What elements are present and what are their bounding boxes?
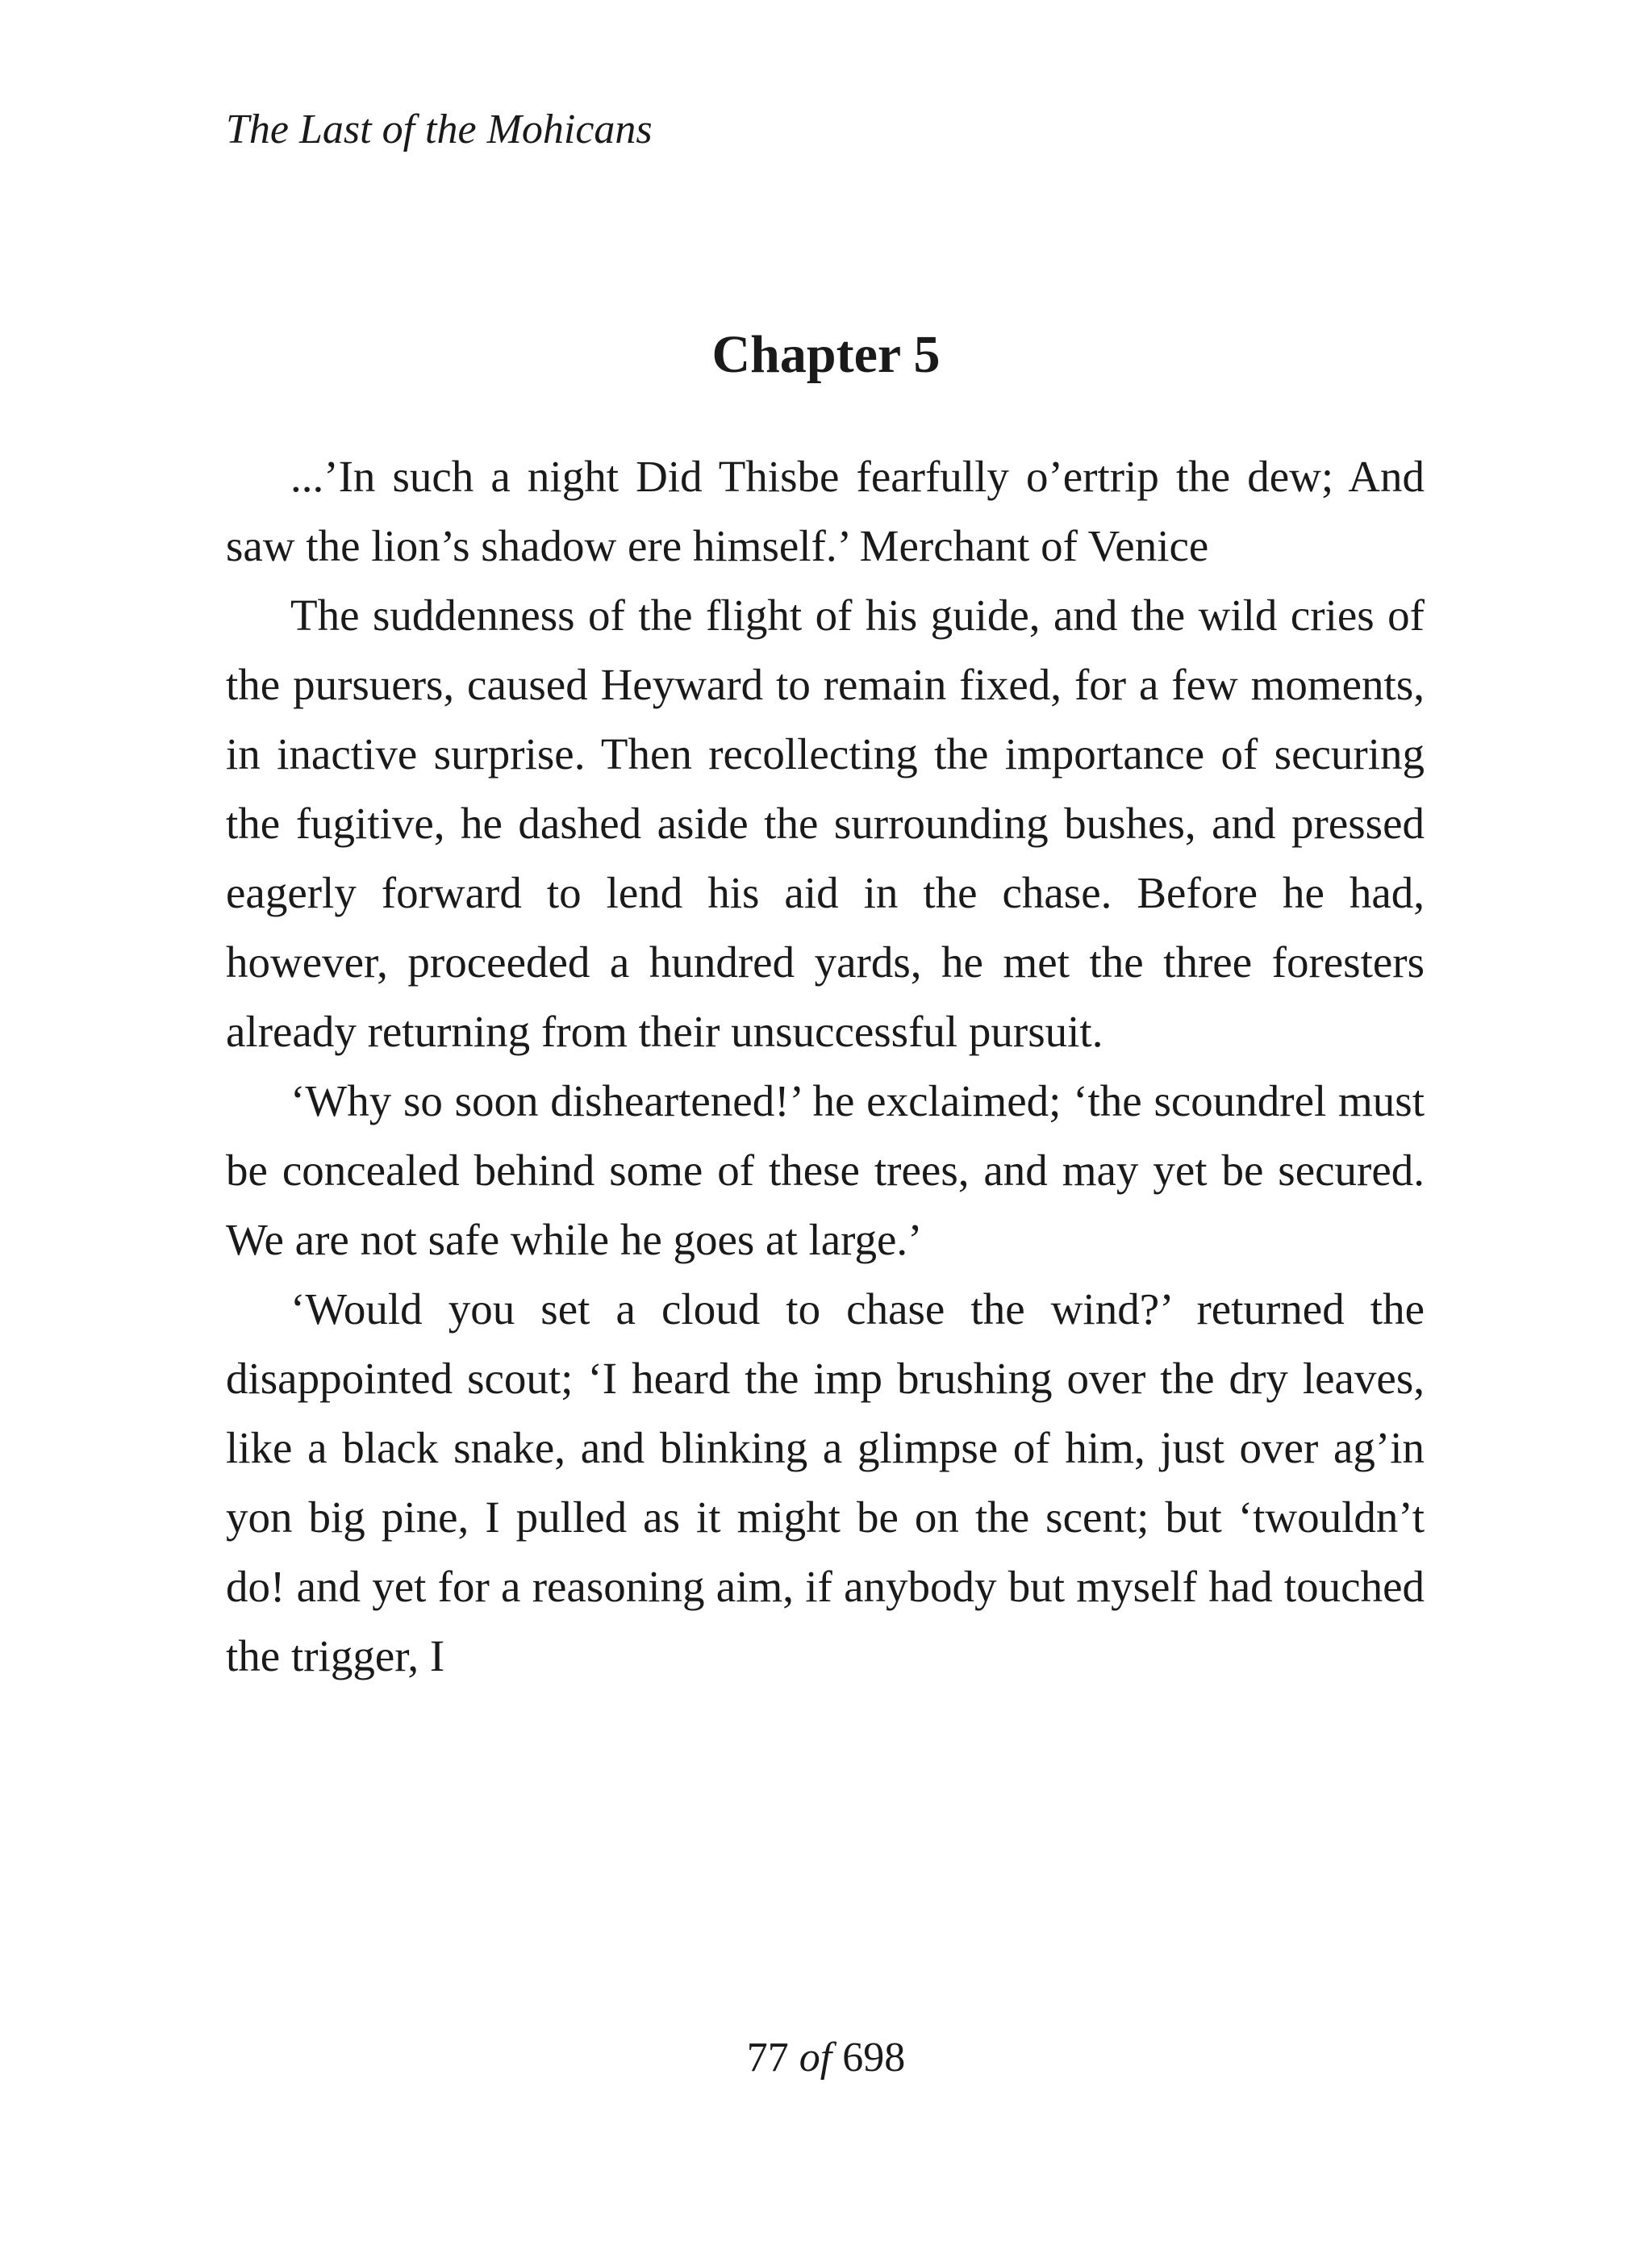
chapter-title: Chapter 5 <box>711 325 941 384</box>
body-paragraph: The suddenness of the flight of his guide, and the wild cries of the pursuers, caused Heyward to remain fixed, for a few moments, in inactive surprise. Then recollecting the importance of securing the fugitive, he dashed aside the surrounding bushes, and pressed eagerly forward to lend his aid in the chase. Before he had, however, proceeded a hundred yards, he met the three foresters already returning from their unsuccessful pursuit. <box>226 591 1425 1056</box>
current-page-number: 77 <box>746 2035 789 2081</box>
chapter-body <box>226 442 1425 1691</box>
body-paragraph: ‘Why so soon disheartened!’ he exclaimed; ‘the scoundrel must be concealed behind some of these trees, and may yet be secured. We are not safe while he goes at large.’ <box>226 1076 1425 1264</box>
epigraph-paragraph: ...’In such a night Did Thisbe fearfully o’ertrip the dew; And saw the lion’s shadow ere himself.’ Merchant of Venice <box>226 452 1425 570</box>
running-head-book-title: The Last of the Mohicans <box>226 106 653 152</box>
page-number <box>0 2033 1652 2083</box>
body-paragraph: ‘Would you set a cloud to chase the wind?’ returned the disappointed scout; ‘I heard the imp brushing over the dry leaves, like a black snake, and blinking a glimpse of him, just over ag’in yon big pine, I pulled as it might be on the scent; but ‘twouldn’t do! and yet for a reasoning aim, if anybody but myself had touched the trigger, I <box>226 1284 1425 1680</box>
total-page-count: 698 <box>842 2035 906 2081</box>
page-number-separator: of <box>799 2035 832 2081</box>
